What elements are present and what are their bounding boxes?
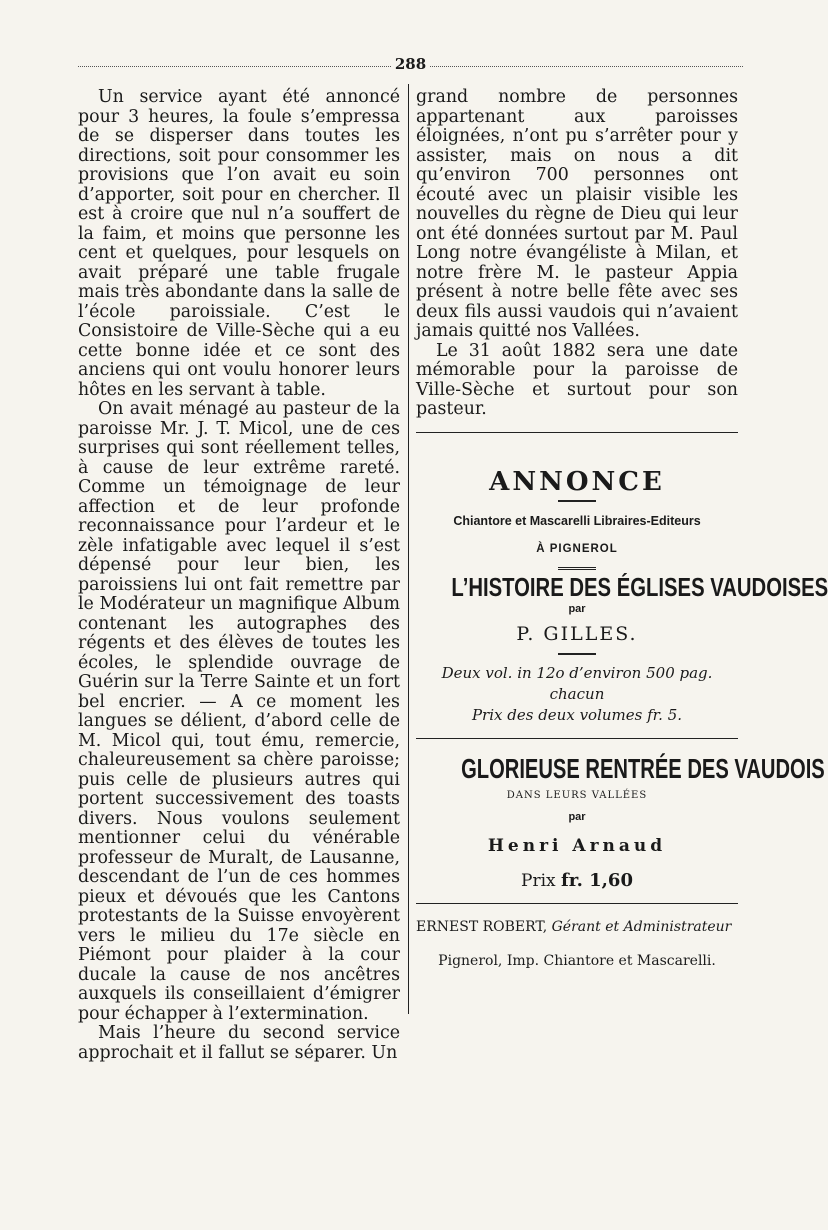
- section-rule: [416, 903, 738, 904]
- header-rule-right: [430, 66, 743, 67]
- paragraph: Le 31 août 1882 sera une date mémorable pour la paroisse de Ville-Sèche et surtout pour son pasteur.: [416, 340, 738, 419]
- price-value: fr. 1,60: [561, 869, 633, 891]
- section-rule: [416, 738, 738, 739]
- publisher-place: À PIGNEROL: [536, 542, 618, 555]
- paragraph: Mais l’heure du second service approchait et il fallut se séparer. Un: [78, 1023, 400, 1063]
- book-price: Prix des deux volumes fr. 5.: [471, 705, 683, 724]
- paragraph: Un service ayant été annoncé pour 3 heures, la foule s’empressa de se disperser dans toutes les directions, soit pour consommer les provisions que l’on avait eu soin d’apporter, soit pour en chercher. Il est à croire que nul n’a souffert de la faim, et moins que personne les cent et quelques, pour lesquels on avait préparé une table frugale mais très abondante dans la salle de l’école paroissiale. C’est le Consistoire de Ville-Sèche qui a eu cette bonne idée et ce sont des anciens qui ont voulu honorer leurs hôtes en les servant à table.: [78, 87, 400, 400]
- book-title: L’HISTOIRE DES ÉGLISES VAUDOISES: [451, 572, 828, 602]
- paragraph: On avait ménagé au pasteur de la paroisse Mr. J. T. Micol, une de ces surprises qui sont réellement telles, à cause de leur extrême rareté. Comme un témoignage de leur affection et de leur profonde reconnaissance pour l’ardeur et le zèle infatigable avec lequel il s’est dépensé pour leur bien, les paroissiens lui ont fait remettre par le Modérateur un magnifique Album contenant les autographes des régents et des élèves de toutes les écoles, le splendide ouvrage de Guérin sur la Terre Sainte et un fort bel encrier. — A ce moment les langues se délient, d’abord celle de M. Micol qui, tout ému, remercie, chaleureusement sa chère paroisse; puis celle de plusieurs autres qui portent successivement des toasts divers. Nous voulons seulement mentionner celui du vénérable professeur de Muralt, de Lausanne, descendant de l’un de ces hommes pieux et dévoués que les Cantons protestants de la Suisse envoyèrent vers le milieu du 17e siècle en Piémont pour plaider à la cour ducale la cause de nos ancêtres auxquels ils conseillaient d’émigrer pour échapper à l’extermination.: [78, 399, 400, 1024]
- paragraph: grand nombre de personnes appartenant aux paroisses éloignées, n’ont pu s’arrêter pour y assister, mais on nous a dit qu’environ 700 personnes ont écouté avec un plaisir visible les nouvelles du règne de Dieu qui leur ont été données surtout par M. Paul Long notre évangéliste à Milan, et notre frère M. le pasteur Appia présent à notre belle fête avec ses deux fils aussi vaudois qui n’avaient jamais quitté nos Vallées.: [416, 87, 738, 341]
- manager-line: [416, 918, 738, 938]
- announcement-title: ANNONCE: [489, 466, 665, 497]
- left-column: [78, 88, 400, 1063]
- announcement: [416, 466, 828, 726]
- by-label: par: [568, 602, 586, 615]
- book-author: P. GILLES.: [516, 623, 638, 645]
- book-details: Deux vol. in 12o d’environ 500 pag. chacun: [441, 663, 713, 703]
- announcement-book2: [416, 752, 825, 892]
- book-subtitle: DANS LEURS VALLÉES: [506, 790, 648, 801]
- book-author: Henri Arnaud: [487, 836, 667, 856]
- section-rule: [416, 432, 738, 433]
- column-divider: [408, 84, 409, 1014]
- ornament-rule: [558, 567, 596, 570]
- manager-name: ERNEST ROBERT,: [416, 919, 548, 935]
- by-label: par: [568, 810, 586, 823]
- header-rule-left: [78, 66, 391, 67]
- right-column: [416, 87, 828, 971]
- book-price: [416, 871, 738, 892]
- ornament-rule: [558, 653, 596, 655]
- price-label: Prix: [521, 870, 556, 891]
- printer-line: Pignerol, Imp. Chiantore et Mascarelli.: [438, 952, 716, 969]
- book-title: GLORIEUSE RENTRÉE DES VAUDOIS: [461, 752, 825, 784]
- manager-role: Gérant et Administrateur: [551, 919, 732, 935]
- page-number: 288: [394, 55, 427, 73]
- publisher: Chiantore et Mascarelli Libraires-Editeurs: [453, 514, 701, 528]
- page-header: [78, 52, 743, 76]
- ornament-rule: [558, 500, 596, 502]
